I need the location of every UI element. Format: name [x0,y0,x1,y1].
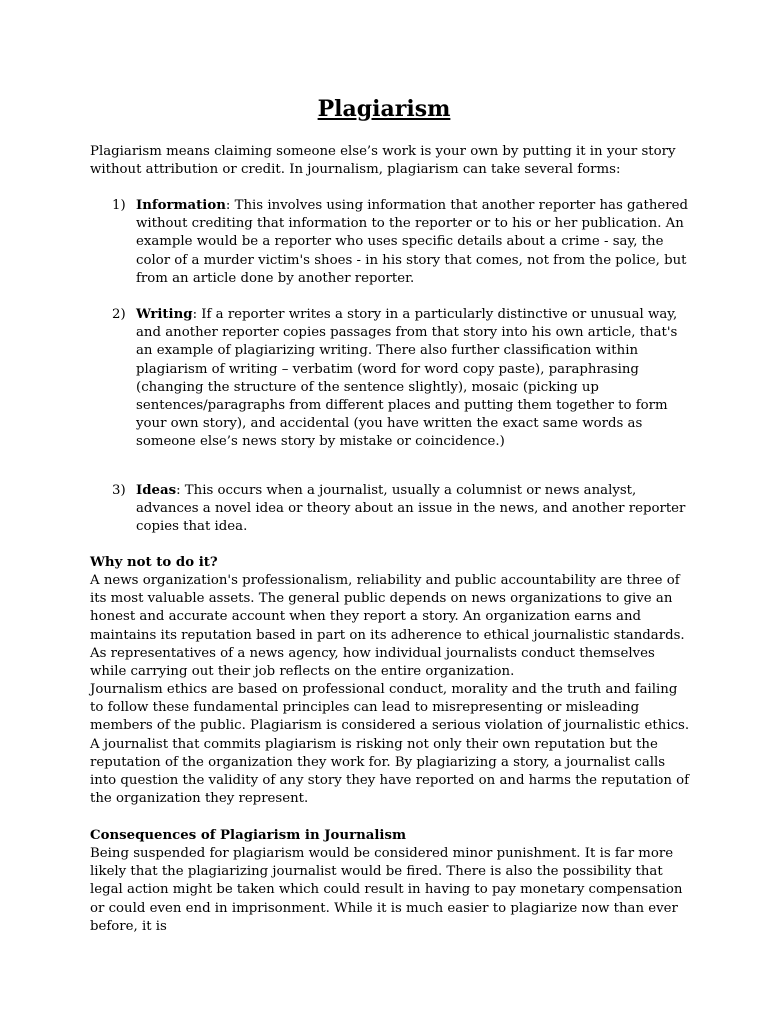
list-number: 3) [112,483,126,498]
list-number: 2) [112,307,126,322]
list-item-body [136,306,692,452]
why-paragraph-1: A news organization's professionalism, reliability and public accountability are three of its most valuable assets. The general public depends on news organizations to give an honest and accurate account when they report a story. An organization earns and maintains its reputation based in part on its adherence to ethical journalistic standards. As representatives of a news agency, how individual journalists conduct themselves while carrying out their job reflects on the entire organization. [90,573,685,680]
list-number: 1) [112,198,126,213]
why-paragraph-2: Journalism ethics are based on professional conduct, morality and the truth and failing to follow these fundamental principles can lead to misrepresenting or misleading members of the public. Plagiarism is considered a serious violation of journalistic ethics. A journalist that commits plagiarism is risking not only their own reputation but the reputation of the organization they work for. By plagiarizing a story, a journalist calls into question the validity of any story they have reported on and harms the reputation of the organization they represent. [90,682,690,807]
list-item-body [136,197,692,288]
list-term: Ideas [136,483,177,498]
why-heading: Why not to do it? [90,555,218,570]
list-text: : This involves using information that another reporter has gathered without crediting that information to the reporter or to his or her publication. An example would be a reporter who uses specific details about a crime - say, the color of a murder victim's shoes - in his story that comes, not from the police, but from an article done by another reporter. [136,198,688,286]
intro-paragraph: Plagiarism means claiming someone else’s work is your own by putting it in your story without attribution or credit. In journalism, plagiarism can take several forms: [90,144,676,178]
list-item-body [136,482,692,537]
list-term: Information [136,198,226,213]
consequences-paragraph: Being suspended for plagiarism would be considered minor punishment. It is far more likely that the plagiarizing journalist would be fired. There is also the possibility that legal action might be taken which could result in having to pay monetary compensation or could even end in imprisonment. While it is much easier to plagiarize now than ever before, it is [90,846,683,934]
page-title: Plagiarism [317,96,451,122]
list-text: : This occurs when a journalist, usually a columnist or news analyst, advances a novel idea or theory about an issue in the news, and another reporter copies that idea. [136,483,686,535]
list-term: Writing [136,307,193,322]
list-text: : If a reporter writes a story in a particularly distinctive or unusual way, and another reporter copies passages from that story into his own article, that's an example of plagiarizing writing. There also further classification within plagiarism of writing – verbatim (word for word copy paste), paraphrasing (changing the structure of the sentence slightly), mosaic (picking up sentences/paragraphs from different places and putting them together to form your own story), and accidental (you have written the exact same words as someone else’s news story by mistake or coincidence.) [136,307,678,450]
consequences-heading: Consequences of Plagiarism in Journalism [90,828,407,843]
